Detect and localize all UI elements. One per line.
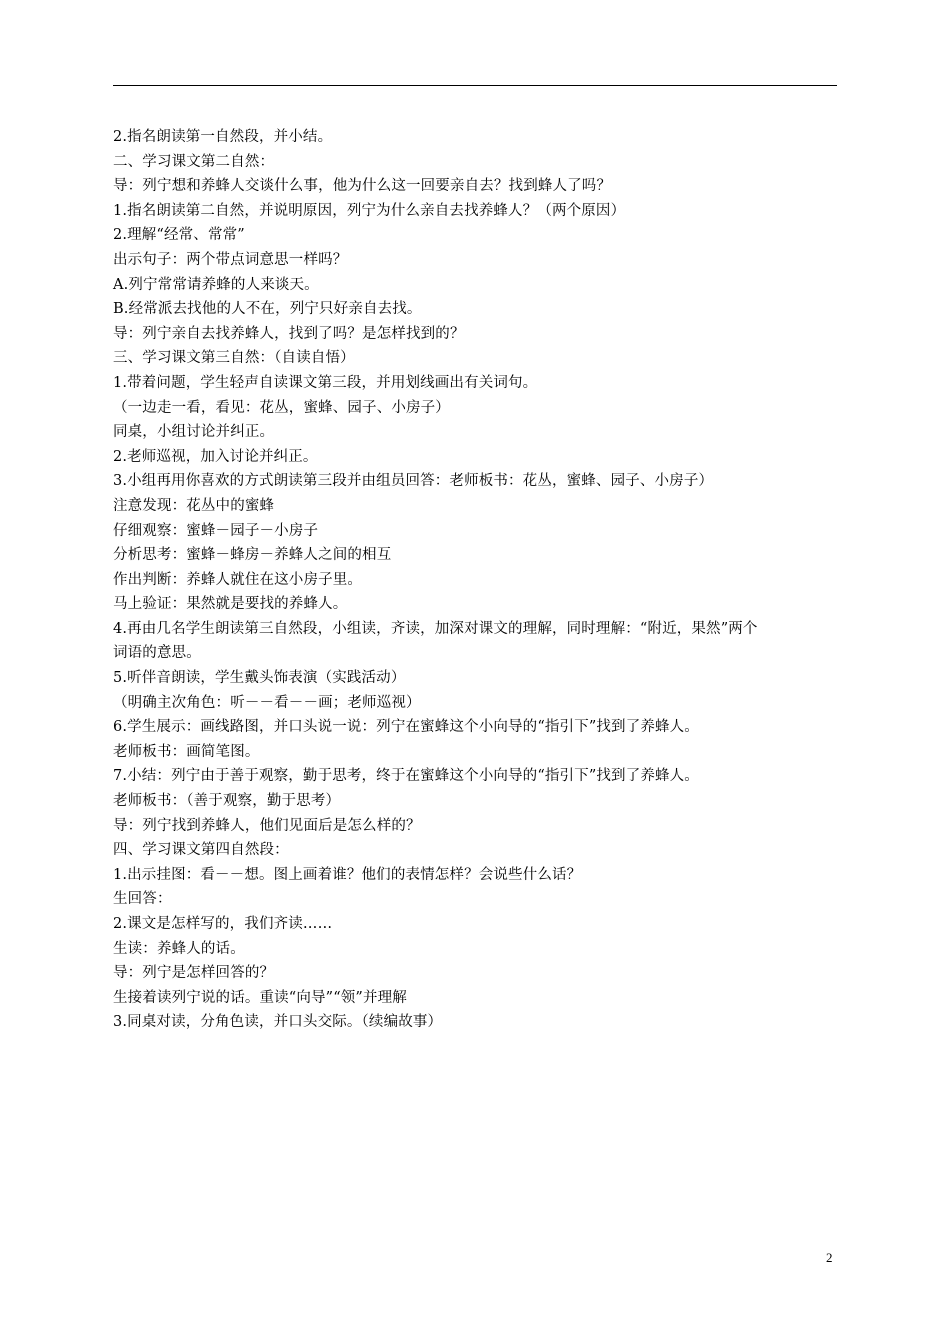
text-line: 生接着读列宁说的话。重读“向导”“领”并理解 [113, 989, 407, 1006]
text-line: （一边走一看，看见：花丛，蜜蜂、园子、小房子） [113, 399, 450, 416]
text-line: 导：列宁想和养蜂人交谈什么事，他为什么这一回要亲自去？找到蜂人了吗？ [113, 178, 612, 195]
text-line: 2.理解“经常、常常” [113, 227, 245, 244]
text-line: 6.学生展示：画线路图，并口头说一说：列宁在蜜蜂这个小向导的“指引下”找到了养蜂人。 [113, 719, 699, 736]
text-line: 1.指名朗读第二自然，并说明原因，列宁为什么亲自去找养蜂人？（两个原因） [113, 202, 626, 219]
text-line: 马上验证：果然就是要找的养蜂人。 [113, 596, 348, 613]
text-line: 生读：养蜂人的话。 [113, 940, 245, 957]
header-rule [113, 85, 837, 86]
text-line: 5.听伴音朗读，学生戴头饰表演（实践活动） [113, 670, 406, 687]
section-heading: 三、学习课文第三自然：（自读自悟） [113, 350, 355, 367]
text-line: 老师板书：（善于观察，勤于思考） [113, 793, 341, 810]
text-line: 导：列宁亲自去找养蜂人，找到了吗？是怎样找到的？ [113, 325, 465, 342]
section-heading: 四、学习课文第四自然段： [113, 842, 289, 859]
text-line: 7.小结：列宁由于善于观察，勤于思考，终于在蜜蜂这个小向导的“指引下”找到了养蜂人。 [113, 768, 699, 785]
text-line: 2.老师巡视，加入讨论并纠正。 [113, 448, 318, 465]
text-line: 仔细观察：蜜蜂－园子－小房子 [113, 522, 319, 539]
page-number: 2 [826, 1250, 833, 1265]
text-line: 3.小组再用你喜欢的方式朗读第三段并由组员回答：老师板书：花丛，蜜蜂、园子、小房子） [113, 473, 714, 490]
text-line: B.经常派去找他的人不在，列宁只好亲自去找。 [113, 301, 422, 318]
text-line: 同桌，小组讨论并纠正。 [113, 424, 275, 441]
text-line: 出示句子：两个带点词意思一样吗？ [113, 251, 348, 268]
text-line: 注意发现：花丛中的蜜蜂 [113, 497, 275, 514]
text-line: 分析思考：蜜蜂－蜂房－养蜂人之间的相互 [113, 547, 392, 564]
text-line: 3.同桌对读，分角色读，并口头交际。（续编故事） [113, 1014, 443, 1031]
text-line: 生回答： [113, 891, 172, 908]
text-line: 导：列宁是怎样回答的？ [113, 965, 275, 982]
text-line: 2.指名朗读第一自然段，并小结。 [113, 129, 333, 145]
text-line: A.列宁常常请养蜂的人来谈天。 [113, 276, 319, 293]
text-line: （明确主次角色：听－－看－－画；老师巡视） [113, 694, 421, 711]
text-line: 老师板书：画简笔图。 [113, 743, 260, 760]
text-line: 作出判断：养蜂人就住在这小房子里。 [113, 571, 363, 588]
text-line: 2.课文是怎样写的，我们齐读…… [113, 916, 333, 932]
text-line: 导：列宁找到养蜂人，他们见面后是怎么样的？ [113, 817, 421, 834]
document-body [113, 125, 843, 1035]
text-line: 词语的意思。 [113, 645, 201, 662]
text-line: 1.带着问题，学生轻声自读课文第三段，并用划线画出有关词句。 [113, 374, 538, 391]
section-heading: 二、学习课文第二自然： [113, 153, 275, 170]
text-line: 4.再由几名学生朗读第三自然段，小组读，齐读，加深对课文的理解，同时理解：“附近，果然”两个 [113, 620, 758, 637]
text-line: 1.出示挂图：看－－想。图上画着谁？他们的表情怎样？会说些什么话？ [113, 866, 582, 883]
